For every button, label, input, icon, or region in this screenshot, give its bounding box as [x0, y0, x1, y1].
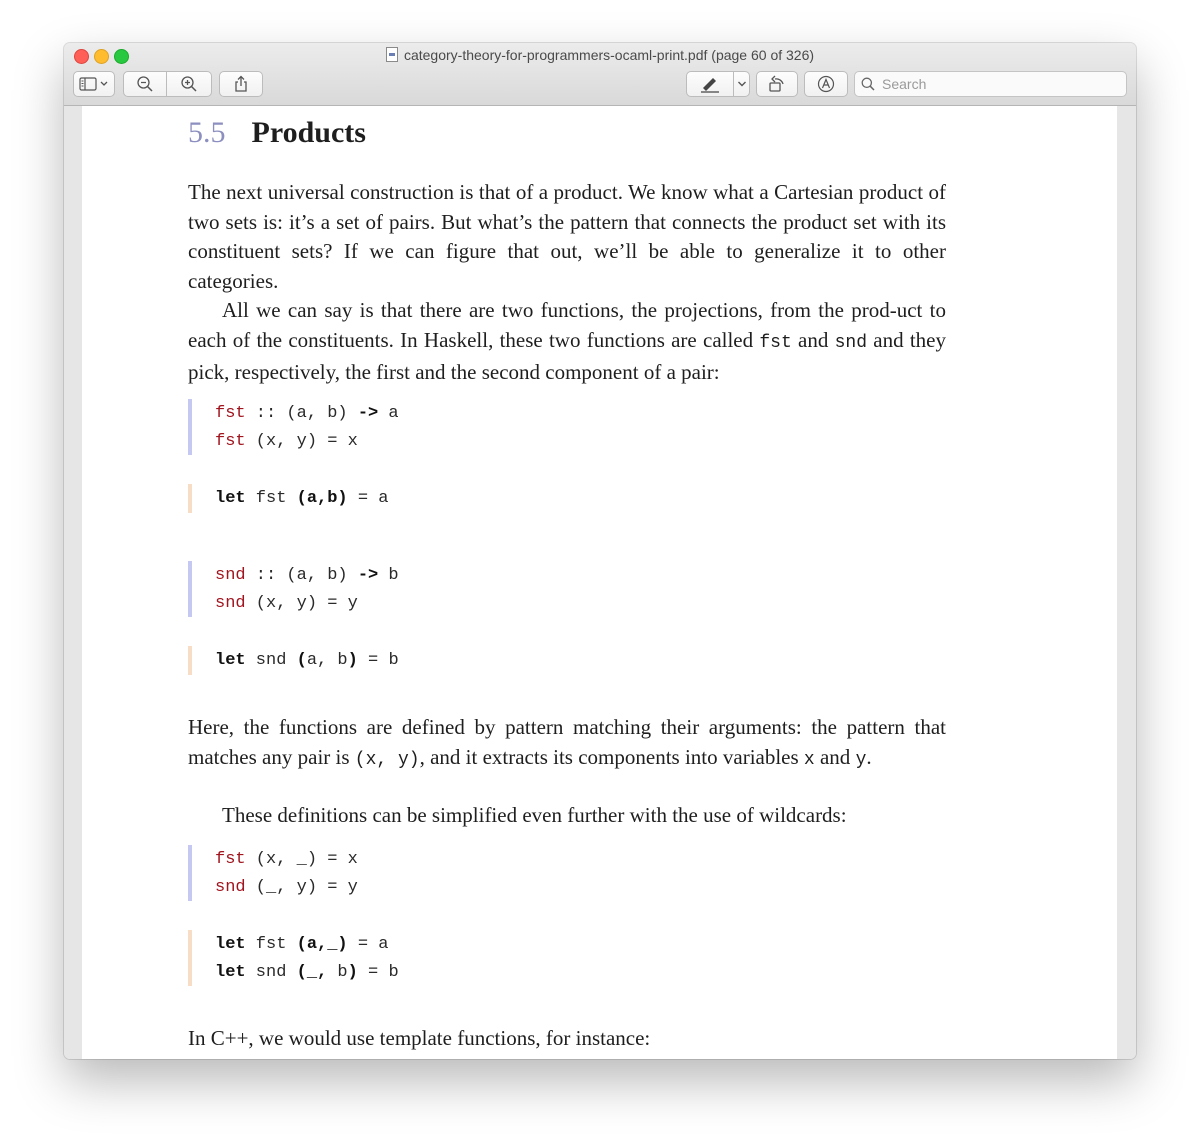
title-bar [64, 43, 1136, 106]
code-block-haskell-fst: fst :: (a, b) -> a fst (x, y) = x [188, 399, 946, 455]
inline-code: y [855, 749, 867, 770]
paragraph-cpp: In C++, we would use template functions, for instance: [188, 1026, 651, 1050]
search-input[interactable] [880, 75, 1114, 93]
sidebar-icon [79, 77, 109, 91]
search-field[interactable] [854, 71, 1127, 97]
code-block-ocaml-fst: let fst (a,b) = a [188, 484, 946, 513]
code-block-haskell-snd: snd :: (a, b) -> b snd (x, y) = y [188, 561, 946, 617]
code-block-ocaml-snd: let snd (a, b) = b [188, 646, 946, 675]
pdf-document-icon [386, 47, 398, 62]
section-title: Products [251, 116, 366, 149]
section-number: 5.5 [188, 116, 226, 149]
zoom-out-icon [136, 75, 154, 93]
code-block-haskell-wildcards: fst (x, _) = x snd (_, y) = y [188, 845, 946, 901]
markup-menu-button[interactable] [734, 71, 750, 97]
zoom-out-button[interactable] [123, 71, 167, 97]
inline-code: (x, y) [354, 749, 420, 770]
annotate-button[interactable] [804, 71, 848, 97]
document-viewport[interactable] [64, 106, 1136, 1059]
share-icon [233, 75, 249, 93]
preview-window [64, 43, 1136, 1059]
rotate-button[interactable] [756, 71, 798, 97]
chevron-down-icon [737, 80, 747, 88]
sidebar-toggle-button[interactable] [73, 71, 115, 97]
zoom-in-icon [180, 75, 198, 93]
window-title: category-theory-for-programmers-ocaml-print.pdf (page 60 of 326) [64, 47, 1136, 63]
share-button[interactable] [219, 71, 263, 97]
inline-code: fst [759, 332, 792, 353]
inline-code: snd [834, 332, 868, 353]
paragraph-projections: All we can say is that there are two functions, the projections, from the prod-uct to each of the constituents. In Haskell, these two functions are called fst and snd and they pick, respectively, the first and the second component of a pair: [188, 298, 946, 384]
markup-button[interactable] [686, 71, 734, 97]
annotate-icon [817, 75, 835, 93]
search-icon [861, 77, 875, 91]
inline-code: x [803, 749, 815, 770]
code-block-ocaml-wildcards: let fst (a,_) = a let snd (_, b) = b [188, 930, 946, 986]
section-heading [188, 116, 366, 150]
paragraph-wildcards: These definitions can be simplified even further with the use of wildcards: [222, 803, 847, 827]
markup-pen-icon [699, 75, 721, 93]
pdf-page [82, 106, 1117, 1059]
rotate-icon [767, 74, 787, 94]
paragraph-intro: The next universal construction is that of a product. We know what a Cartesian product of two sets is: it’s a set of pairs. But what’s the pattern that connects the product set with its constituent sets? If we can figure that out, we’ll be able to generalize it to other categories. [188, 180, 946, 293]
paragraph-pattern-matching: Here, the functions are defined by pattern matching their arguments: the pattern that matches any pair is (x, y), and it extracts its components into variables x and y. [188, 715, 946, 770]
zoom-in-button[interactable] [167, 71, 212, 97]
